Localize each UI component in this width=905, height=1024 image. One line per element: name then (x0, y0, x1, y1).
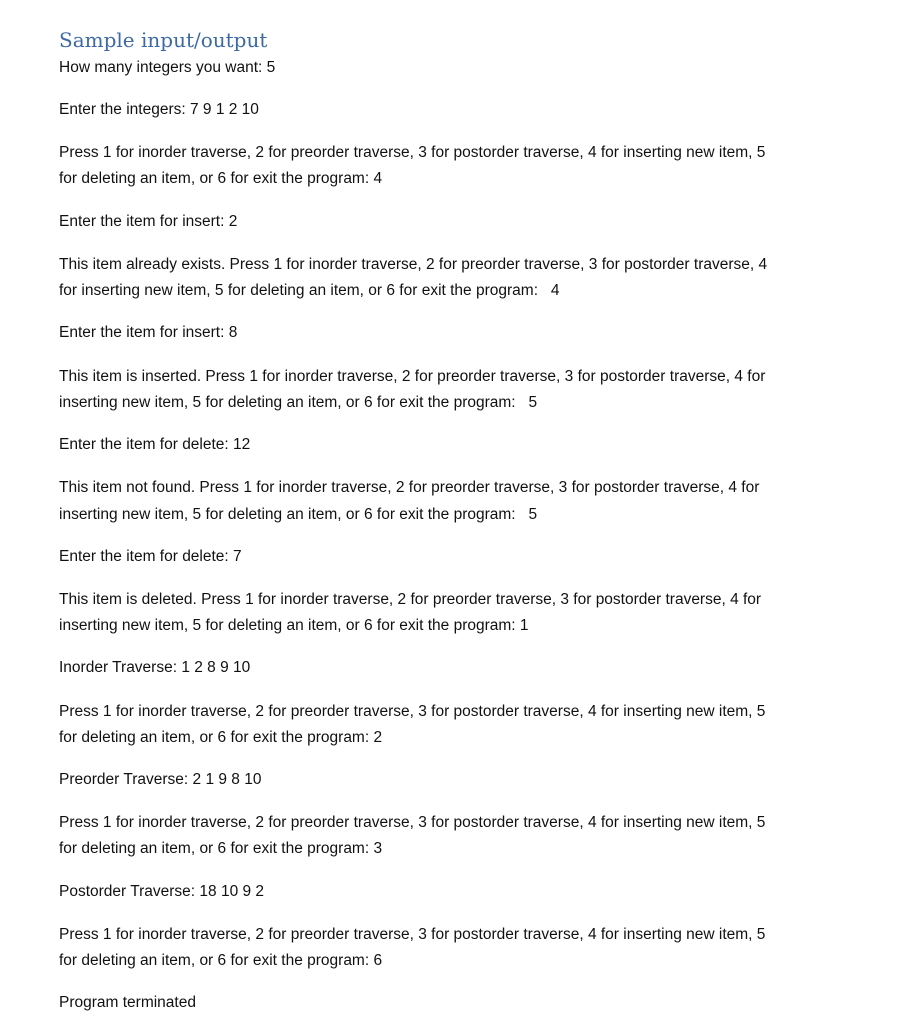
section-heading: Sample input/output (59, 28, 268, 52)
text-line: Enter the item for insert: 2 (59, 213, 238, 230)
text-line: This item not found. Press 1 for inorder traverse, 2 for preorder traverse, 3 for postorder traverse, 4 for (59, 479, 760, 496)
text-line: Press 1 for inorder traverse, 2 for preorder traverse, 3 for postorder traverse, 4 for inserting new item, 5 (59, 703, 766, 720)
text-line: Press 1 for inorder traverse, 2 for preorder traverse, 3 for postorder traverse, 4 for inserting new item, 5 (59, 144, 766, 161)
text-line: for deleting an item, or 6 for exit the program: 6 (59, 952, 383, 969)
text-line: for deleting an item, or 6 for exit the program: 4 (59, 170, 383, 187)
text-line: Enter the integers: 7 9 1 2 10 (59, 101, 259, 118)
text-line: inserting new item, 5 for deleting an item, or 6 for exit the program: 5 (59, 506, 538, 523)
text-line: Enter the item for delete: 12 (59, 436, 251, 453)
text-line: Enter the item for insert: 8 (59, 324, 238, 341)
text-line: Enter the item for delete: 7 (59, 548, 242, 565)
text-line: Preorder Traverse: 2 1 9 8 10 (59, 771, 262, 788)
text-line: for deleting an item, or 6 for exit the program: 2 (59, 729, 383, 746)
text-line: How many integers you want: 5 (59, 59, 276, 76)
text-line: This item is inserted. Press 1 for inorder traverse, 2 for preorder traverse, 3 for postorder traverse, 4 for (59, 368, 766, 385)
text-line: inserting new item, 5 for deleting an item, or 6 for exit the program: 1 (59, 617, 529, 634)
text-line: Inorder Traverse: 1 2 8 9 10 (59, 659, 251, 676)
text-line: This item already exists. Press 1 for inorder traverse, 2 for preorder traverse, 3 for postorder traverse, 4 (59, 256, 768, 273)
text-line: Postorder Traverse: 18 10 9 2 (59, 883, 265, 900)
text-line: for deleting an item, or 6 for exit the program: 3 (59, 840, 383, 857)
text-line: Program terminated (59, 994, 196, 1011)
text-line: inserting new item, 5 for deleting an item, or 6 for exit the program: 5 (59, 394, 538, 411)
text-line: This item is deleted. Press 1 for inorder traverse, 2 for preorder traverse, 3 for postorder traverse, 4 for (59, 591, 762, 608)
text-line: for inserting new item, 5 for deleting an item, or 6 for exit the program: 4 (59, 282, 560, 299)
text-line: Press 1 for inorder traverse, 2 for preorder traverse, 3 for postorder traverse, 4 for inserting new item, 5 (59, 926, 766, 943)
text-line: Press 1 for inorder traverse, 2 for preorder traverse, 3 for postorder traverse, 4 for inserting new item, 5 (59, 814, 766, 831)
